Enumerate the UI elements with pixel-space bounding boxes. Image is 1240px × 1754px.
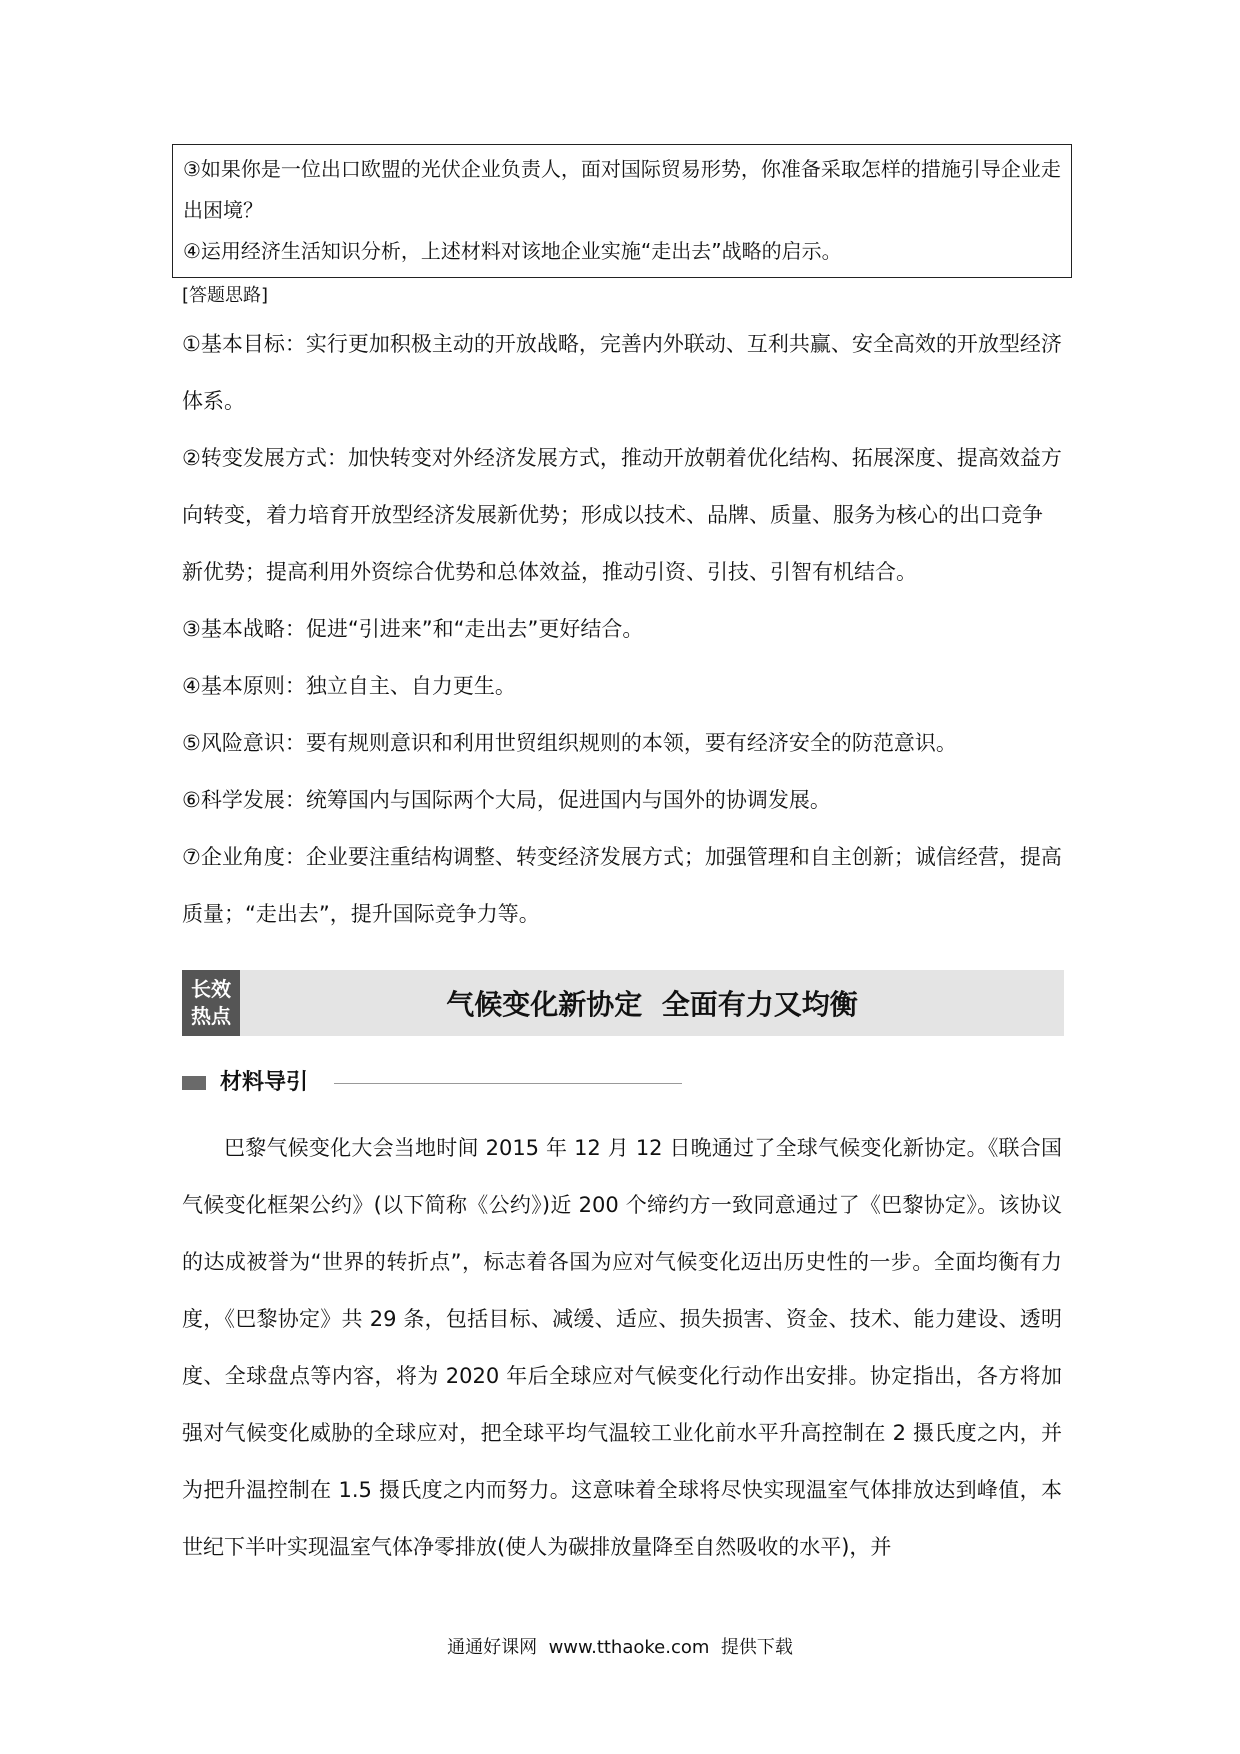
- question-item-3: ③如果你是一位出口欧盟的光伏企业负责人，面对国际贸易形势，你准备采取怎样的措施引导企业走出困境？: [183, 157, 1061, 222]
- answer-hint-label: [答题思路]: [182, 285, 269, 306]
- analysis-item: ⑦企业角度：企业要注重结构调整、转变经济发展方式；加强管理和自主创新；诚信经营，提高质量；“走出去”，提升国际竞争力等。: [182, 845, 1062, 926]
- analysis-item: ③基本战略：促进“引进来”和“走出去”更好结合。: [182, 617, 644, 641]
- analysis-item: ②转变发展方式：加快转变对外经济发展方式，推动开放朝着优化结构、拓展深度、提高效益方向转变，着力培育开放型经济发展新优势；形成以技术、品牌、质量、服务为核心的出口竞争新优势；提高利用外资综合优势和总体效益，推动引资、引技、引智有机结合。: [182, 446, 1062, 584]
- analysis-item: ⑤风险意识：要有规则意识和利用世贸组织规则的本领，要有经济安全的防范意识。: [182, 731, 957, 755]
- answer-analysis: [182, 316, 1062, 943]
- badge-line-1: 长效: [191, 977, 231, 1001]
- badge-line-2: 热点: [191, 1004, 231, 1028]
- section-label: 材料导引: [220, 1070, 309, 1095]
- material-text: [182, 1120, 1062, 1576]
- analysis-item: ④基本原则：独立自主、自力更生。: [182, 674, 516, 698]
- question-item-4: ④运用经济生活知识分析，上述材料对该地企业实施“走出去”战略的启示。: [183, 239, 842, 263]
- hot-topic-header: [182, 970, 1064, 1036]
- material-paragraph: 巴黎气候变化大会当地时间 2015 年 12 月 12 日晚通过了全球气候变化新协定。《联合国气候变化框架公约》(以下简称《公约》)近 200 个缔约方一致同意通过了《巴黎协定》。该协议的达成被誉为“世界的转折点”，标志着各国为应对气候变化迈出历史性的一步。全面均衡有力度，《巴黎协定》共 29 条，包括目标、减缓、适应、损失损害、资金、技术、能力建设、透明度、全球盘点等内容，将为 2020 年后全球应对气候变化行动作出安排。协定指出，各方将加强对气候变化威胁的全球应对，把全球平均气温较工业化前水平升高控制在 2 摄氏度之内，并为把升温控制在 1.5 摄氏度之内而努力。这意味着全球将尽快实现温室气体排放达到峰值，本世纪下半叶实现温室气体净零排放(使人为碳排放量降至自然吸收的水平)，并: [182, 1136, 1062, 1559]
- analysis-item: ⑥科学发展：统筹国内与国际两个大局，促进国内与国外的协调发展。: [182, 788, 831, 812]
- hot-topic-badge: [182, 970, 240, 1036]
- question-box: [172, 144, 1072, 278]
- square-bullet-icon: [182, 1076, 206, 1090]
- section-rule: [334, 1083, 682, 1084]
- section-heading: [182, 1067, 682, 1099]
- page-footer: 通通好课网 www.tthaoke.com 提供下载: [447, 1637, 793, 1658]
- analysis-item: ①基本目标：实行更加积极主动的开放战略，完善内外联动、互利共赢、安全高效的开放型经济体系。: [182, 332, 1062, 413]
- hot-topic-title: 气候变化新协定 全面有力又均衡: [446, 988, 858, 1021]
